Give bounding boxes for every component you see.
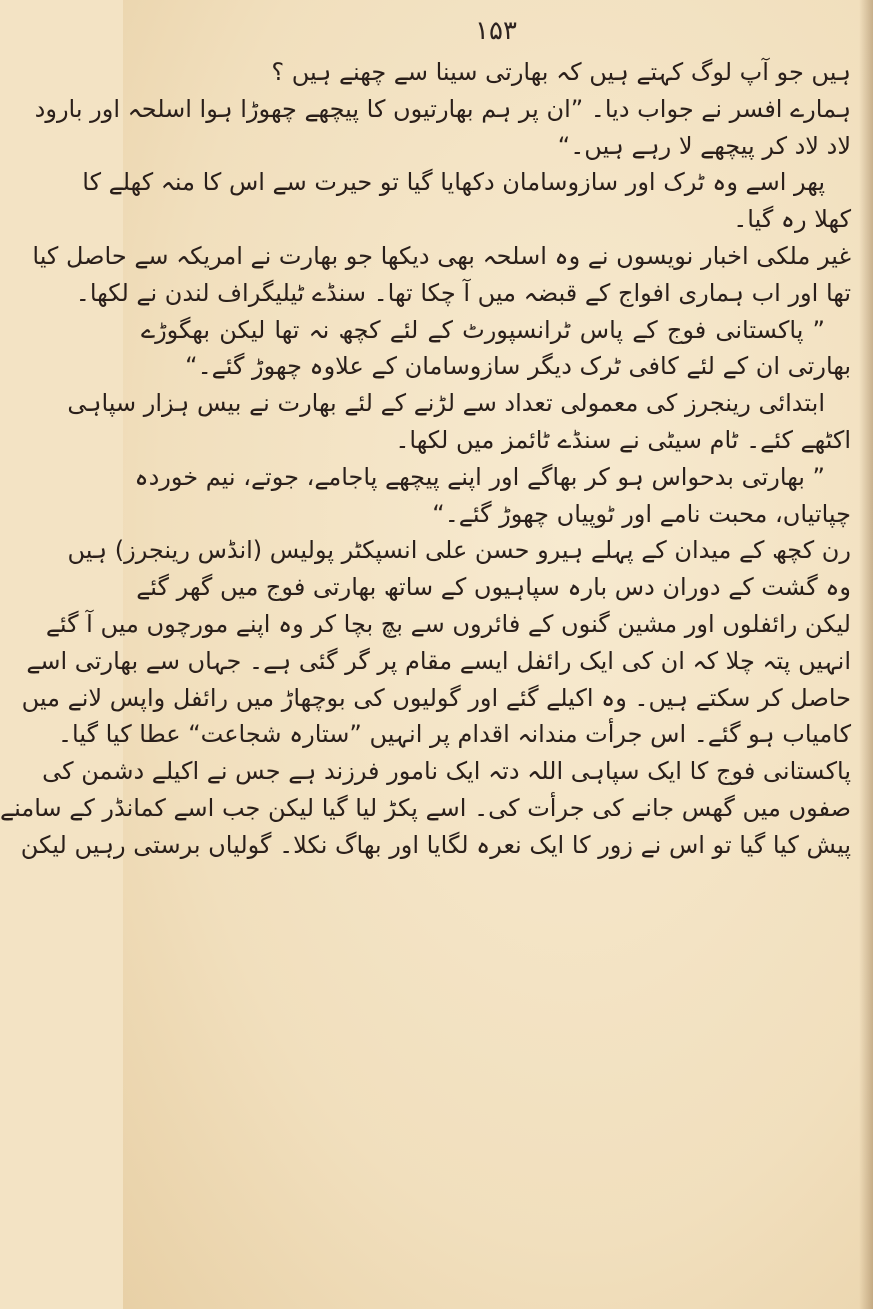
page-number: ۱۵۳	[475, 16, 517, 46]
text-line: حاصل کر سکتے ہیں۔ وہ اکیلے گئے اور گولیوں کی بوچھاڑ میں رائفل واپس لانے میں	[21, 683, 851, 712]
page-edge-shadow	[859, 0, 873, 1309]
text-line: ” پاکستانی فوج کے پاس ٹرانسپورٹ کے لئے کچھ نہ تھا لیکن بھگوڑے	[141, 315, 825, 344]
text-line: تھا اور اب ہماری افواج کے قبضہ میں آ چکا تھا۔ سنڈے ٹیلیگراف لندن نے لکھا۔	[75, 278, 851, 307]
text-line: ہمارے افسر نے جواب دیا۔ ”ان پر ہم بھارتیوں کا پیچھے چھوڑا ہوا اسلحہ اور بارود	[34, 94, 851, 123]
text-line: ہیں جو آپ لوگ کہتے ہیں کہ بھارتی سینا سے چھنے ہیں ؟	[271, 58, 851, 86]
text-line: ” بھارتی بدحواس ہو کر بھاگے اور اپنے پیچھے پاجامے، جوتے، نیم خوردہ	[134, 462, 825, 491]
text-line: کامیاب ہو گئے۔ اس جرأت مندانہ اقدام پر انہیں ”ستارہ شجاعت“ عطا کیا گیا۔	[57, 720, 851, 749]
text-line: پاکستانی فوج کا ایک سپاہی اللہ دتہ ایک نامور فرزند ہے جس نے اکیلے دشمن کی	[42, 757, 851, 786]
text-line: لیکن رائفلوں اور مشین گنوں کے فائروں سے بچ بچا کر وہ اپنے مورچوں میں آ گئے	[45, 609, 851, 638]
text-line: غیر ملکی اخبار نویسوں نے وہ اسلحہ بھی دیکھا جو بھارت نے امریکہ سے حاصل کیا	[32, 241, 851, 270]
text-line: اکٹھے کئے۔ ٹام سیٹی نے سنڈے ٹائمز میں لکھا۔	[395, 425, 851, 454]
text-line: پیش کیا گیا تو اس نے زور کا ایک نعرہ لگایا اور بھاگ نکلا۔ گولیاں برستی رہیں لیکن	[20, 830, 851, 859]
text-line: لاد لاد کر پیچھے لا رہے ہیں۔“	[557, 131, 851, 160]
text-body	[0, 54, 851, 864]
text-line: انہیں پتہ چلا کہ ان کی ایک رائفل ایسے مقام پر گر گئی ہے۔ جہاں سے بھارتی اسے	[26, 646, 851, 675]
text-line: صفوں میں گھس جانے کی جرأت کی۔ اسے پکڑ لیا گیا لیکن جب اسے کمانڈر کے سامنے	[0, 793, 851, 822]
text-line: ابتدائی رینجرز کی معمولی تعداد سے لڑنے کے لئے بھارت نے بیس ہزار سپاہی	[67, 389, 825, 418]
text-line: پھر اسے وہ ٹرک اور سازوسامان دکھایا گیا تو حیرت سے اس کا منہ کھلے کا	[82, 168, 825, 197]
text-line: وہ گشت کے دوران دس بارہ سپاہیوں کے ساتھ بھارتی فوج میں گھر گئے	[136, 573, 851, 602]
text-line: چپاتیاں، محبت نامے اور ٹوپیاں چھوڑ گئے۔“	[432, 499, 851, 528]
text-line: رن کچھ کے میدان کے پہلے ہیرو حسن علی انسپکٹر پولیس (انڈس رینجرز) ہیں	[67, 536, 851, 565]
text-line: کھلا رہ گیا۔	[733, 205, 851, 234]
text-line: بھارتی ان کے لئے کافی ٹرک دیگر سازوسامان کے علاوہ چھوڑ گئے۔“	[185, 352, 851, 381]
